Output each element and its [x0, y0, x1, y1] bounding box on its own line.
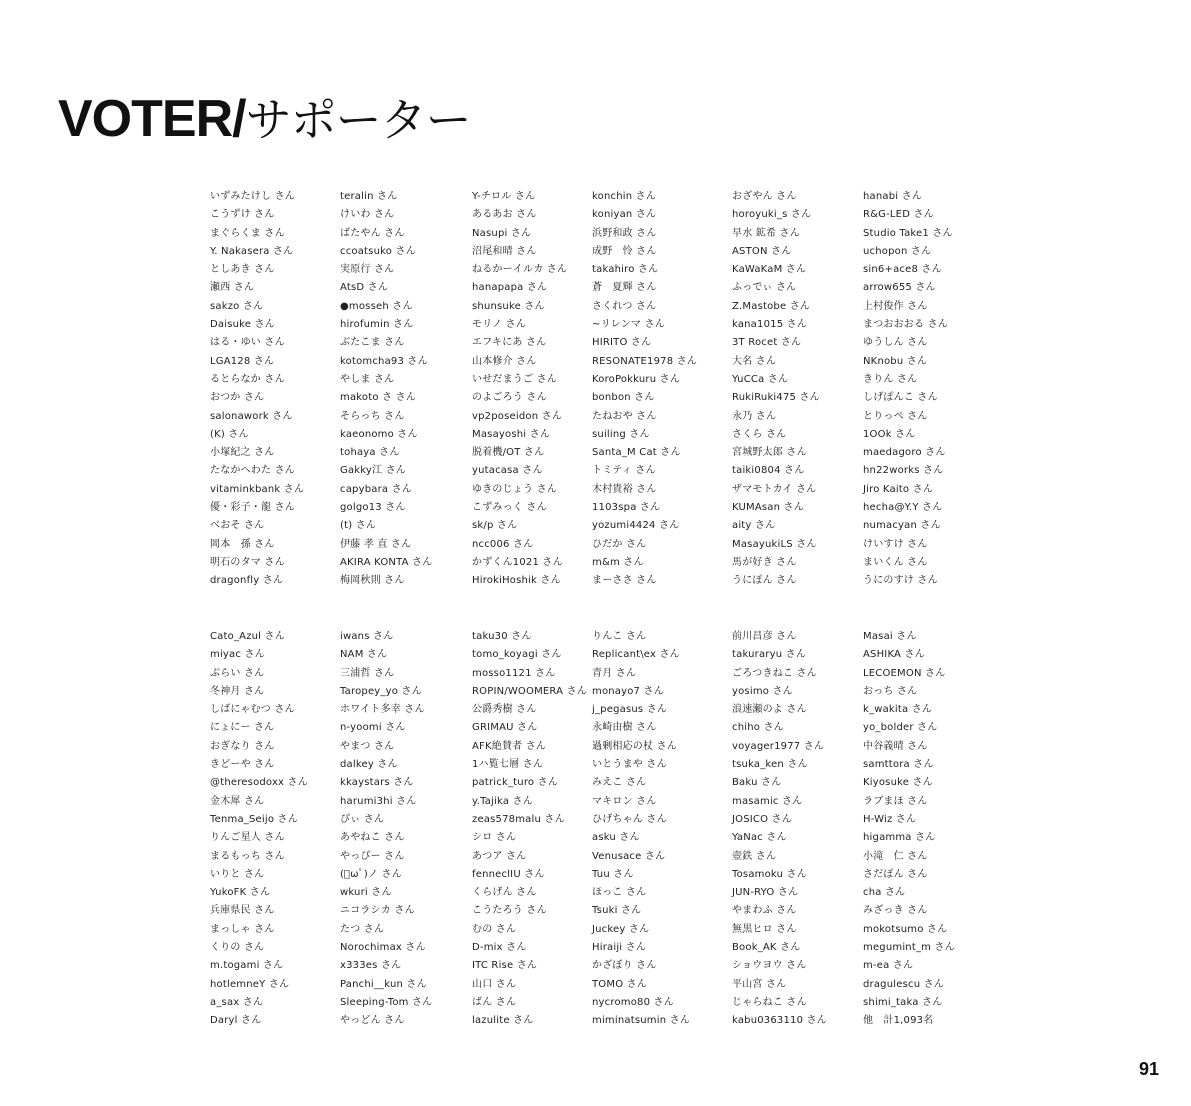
supporter-name: MasayukiLS さん — [732, 538, 817, 550]
supporter-name: Tsuki さん — [592, 905, 642, 917]
supporter-name: 明石のタマ さん — [210, 556, 285, 568]
supporter-name: Santa_M Cat さん — [592, 447, 681, 459]
supporter-name: kkaystars さん — [340, 777, 414, 789]
supporter-name: KaWaKaM さん — [732, 264, 807, 276]
supporter-name: 冬神月 さん — [210, 685, 265, 697]
supporter-name: chiho さん — [732, 722, 784, 734]
supporter-name: LGA128 さん — [210, 355, 275, 367]
supporter-name: けいわ さん — [340, 209, 395, 221]
supporter-name: 青月 さん — [592, 667, 637, 679]
supporter-name: 梅岡秋則 さん — [340, 575, 405, 587]
supporter-name: kana1015 さん — [732, 319, 808, 331]
supporter-name: モリノ さん — [472, 319, 526, 331]
supporter-name: koniyan さん — [592, 209, 657, 221]
supporter-name: kabu0363110 さん — [732, 1015, 827, 1027]
supporter-name: fenneclIU さん — [472, 868, 545, 880]
supporter-name: dragulescu さん — [863, 978, 945, 990]
supporter-name: NAM さん — [340, 649, 388, 661]
supporter-column — [340, 628, 432, 1031]
supporter-column — [592, 188, 697, 591]
supporter-name: teralin さん — [340, 191, 398, 202]
supporter-column — [732, 628, 827, 1031]
supporter-name: 1103spa さん — [592, 502, 661, 514]
supporter-name: マキロン さん — [592, 795, 657, 807]
supporter-name: hecha@Y.Y さん — [863, 502, 943, 514]
supporter-name: りんこ さん — [592, 631, 647, 642]
supporter-name: j_pegasus さん — [592, 704, 668, 716]
supporter-name: uchopon さん — [863, 245, 932, 257]
supporter-name: golgo13 さん — [340, 502, 406, 514]
supporter-name: YukoFK さん — [210, 887, 271, 899]
supporter-name: asku さん — [592, 832, 640, 844]
supporter-name: ニコラシカ さん — [340, 905, 415, 917]
supporter-name: あやねこ さん — [340, 832, 405, 844]
supporter-name: ゆきのじょう さん — [472, 483, 557, 495]
supporter-name: 兵庫県民 さん — [210, 905, 275, 917]
supporter-name: 山本修介 さん — [472, 355, 537, 367]
supporter-name: YaNac さん — [732, 832, 787, 844]
supporter-name: いずみたけし さん — [210, 191, 295, 202]
supporter-column — [340, 188, 432, 591]
supporter-column — [863, 188, 953, 591]
supporter-name: Tosamoku さん — [732, 868, 807, 880]
supporter-name: NKnobu さん — [863, 355, 928, 367]
supporter-name: 宮城野太郎 さん — [732, 447, 807, 459]
supporter-name: KoroPokkuru さん — [592, 373, 681, 385]
supporter-name: Daryl さん — [210, 1015, 262, 1027]
supporter-name: ザマモトカイ さん — [732, 483, 817, 495]
supporter-name: taiki0804 さん — [732, 465, 805, 477]
supporter-name: Jiro Kaito さん — [863, 483, 934, 495]
supporter-name: Daisuke さん — [210, 319, 275, 331]
supporter-name: kaeonomo さん — [340, 428, 418, 440]
supporter-name: maedagoro さん — [863, 447, 946, 459]
supporter-name: ぶたこま さん — [340, 337, 405, 349]
supporter-name: りんご星人 さん — [210, 832, 285, 844]
supporter-column — [863, 628, 955, 1031]
supporter-name: k_wakita さん — [863, 704, 933, 716]
supporter-name: m-ea さん — [863, 960, 914, 972]
supporter-name: Z.Mastobe さん — [732, 300, 811, 312]
supporter-name: sk/p さん — [472, 520, 518, 532]
supporter-name: 中谷義晴 さん — [863, 740, 928, 752]
supporter-name: 三浦哲 さん — [340, 667, 395, 679]
supporter-name: Kiyosuke さん — [863, 777, 933, 789]
supporter-name: Tenma_Seijo さん — [210, 813, 298, 825]
supporter-name: HIRITO さん — [592, 337, 652, 349]
supporter-name: あるあお さん — [472, 209, 537, 221]
supporter-column — [472, 188, 567, 591]
supporter-name: 1ハ覧七層 さん — [472, 759, 544, 771]
supporter-name: higamma さん — [863, 832, 936, 844]
supporter-column — [472, 628, 587, 1031]
supporter-name: あつア さん — [472, 850, 527, 862]
supporter-name: (ﾟωﾟ)ノ さん — [340, 868, 402, 880]
supporter-name: nycromo80 さん — [592, 996, 674, 1008]
supporter-name: zeas578malu さん — [472, 813, 565, 825]
supporter-name: まーささ さん — [592, 575, 657, 587]
supporter-name: YuCCa さん — [732, 373, 789, 385]
supporter-name: voyager1977 さん — [732, 740, 825, 752]
supporter-name: ねるかーイルカ さん — [472, 264, 568, 276]
supporter-name: けいすけ さん — [863, 538, 928, 550]
supporter-name: 蒼 夏輝 さん — [592, 282, 657, 294]
supporter-name: くらげん さん — [472, 887, 537, 899]
supporter-name: ITC Rise さん — [472, 960, 538, 972]
supporter-name: まぐらくま さん — [210, 227, 285, 239]
supporter-name: yutacasa さん — [472, 465, 543, 477]
supporter-name: Book_AK さん — [732, 942, 801, 954]
supporter-name: vp2poseidon さん — [472, 410, 563, 422]
supporter-name: 小塚紀之 さん — [210, 447, 275, 459]
supporter-name: ●mosseh さん — [340, 300, 413, 312]
supporter-name: Taropey_yo さん — [340, 685, 422, 697]
supporter-name: ncc006 さん — [472, 538, 534, 550]
supporter-name: ばたやん さん — [340, 227, 405, 239]
supporter-name: taku30 さん — [472, 631, 532, 642]
supporter-name: 永乃 さん — [732, 410, 777, 422]
supporter-name: Masai さん — [863, 631, 917, 642]
supporter-name: D-mix さん — [472, 942, 527, 954]
supporter-name: トミティ さん — [592, 465, 656, 477]
supporter-name: とりっぺ さん — [863, 410, 928, 422]
supporter-name: ~リレンマ さん — [592, 319, 665, 331]
supporter-name: yo_bolder さん — [863, 722, 938, 734]
supporter-name: Tuu さん — [592, 868, 634, 880]
supporter-name: のよごろう さん — [472, 392, 547, 404]
supporter-name: megumint_m さん — [863, 942, 955, 954]
supporter-name: ごろつきねこ さん — [732, 667, 817, 679]
supporter-name: AKIRA KONTA さん — [340, 556, 433, 568]
supporter-name: おぎなり さん — [210, 740, 275, 752]
supporter-name: masamic さん — [732, 795, 803, 807]
supporter-name: horoyuki_s さん — [732, 209, 812, 221]
supporter-name: 他 計1,093名 — [863, 1015, 934, 1027]
supporter-name: Y. Nakasera さん — [210, 245, 294, 257]
supporter-name: x333es さん — [340, 960, 402, 972]
supporter-name: LECOEMON さん — [863, 667, 946, 679]
supporter-name: yosimo さん — [732, 685, 793, 697]
supporter-name: AFK絶賛者 さん — [472, 740, 547, 752]
supporter-name: かずくん1021 さん — [472, 556, 563, 568]
supporter-name: iwans さん — [340, 631, 394, 642]
supporter-name: ひげちゃん さん — [592, 813, 667, 825]
supporter-name: かざぼり さん — [592, 960, 657, 972]
supporter-name: miyac さん — [210, 649, 265, 661]
supporter-name: takuraryu さん — [732, 649, 807, 661]
supporter-name: エフキにあ さん — [472, 337, 547, 349]
supporter-name: しばにゃむつ さん — [210, 704, 295, 716]
supporter-name: n-yoomi さん — [340, 722, 406, 734]
supporter-name: a_sax さん — [210, 996, 264, 1008]
supporter-name: こずみっく さん — [472, 502, 547, 514]
supporter-name: 早水 鉱希 さん — [732, 227, 800, 239]
supporter-name: ゆうしん さん — [863, 337, 928, 349]
supporter-name: みえこ さん — [592, 777, 647, 789]
supporter-name: JOSICO さん — [732, 813, 792, 825]
supporter-name: 浜野和政 さん — [592, 227, 657, 239]
supporter-name: いりと さん — [210, 868, 265, 880]
supporter-name: 岡本 孫 さん — [210, 538, 275, 550]
supporter-column — [210, 628, 308, 1031]
supporter-name: おざやん さん — [732, 191, 797, 202]
supporter-name: 永崎由樹 さん — [592, 722, 657, 734]
supporter-name: konchin さん — [592, 191, 657, 202]
supporter-name: べおそ さん — [210, 520, 265, 532]
supporter-name: 金木犀 さん — [210, 795, 265, 807]
supporter-name: おつか さん — [210, 392, 265, 404]
supporter-name: kotomcha93 さん — [340, 355, 428, 367]
supporter-name: Baku さん — [732, 777, 782, 789]
supporter-name: AtsD さん — [340, 282, 389, 294]
supporter-name: たなかへわた さん — [210, 465, 295, 477]
supporter-name: shimi_taka さん — [863, 996, 943, 1008]
supporter-name: harumi3hi さん — [340, 795, 417, 807]
supporter-name: 平山宮 さん — [732, 978, 787, 990]
supporter-name: ASHIKA さん — [863, 649, 925, 661]
supporter-name: hn22works さん — [863, 465, 944, 477]
supporter-name: いとうまや さん — [592, 759, 667, 771]
supporter-name: tsuka_ken さん — [732, 759, 808, 771]
supporter-name: ラブまほ さん — [863, 795, 928, 807]
supporter-name: 大名 さん — [732, 355, 777, 367]
supporter-name: やっぴー さん — [340, 850, 405, 862]
supporter-name: HirokiHoshik さん — [472, 575, 561, 587]
supporter-name: 上村俊作 さん — [863, 300, 928, 312]
supporter-name: (K) さん — [210, 428, 249, 440]
supporter-name: さだぽん さん — [863, 868, 928, 880]
supporter-name: dragonfly さん — [210, 575, 284, 587]
supporter-name: 成野 怜 さん — [592, 245, 657, 257]
supporter-column — [732, 188, 820, 591]
supporter-name: mokotsumo さん — [863, 923, 948, 935]
supporter-name: hirofumin さん — [340, 319, 414, 331]
supporter-column — [592, 628, 690, 1031]
supporter-name: いせだまうご さん — [472, 373, 557, 385]
supporter-name: Replicant\ex さん — [592, 649, 680, 661]
supporter-name: おっち さん — [863, 685, 918, 697]
supporter-name: みざっき さん — [863, 905, 928, 917]
supporter-name: makoto さ さん — [340, 392, 417, 404]
supporter-name: ccoatsuko さん — [340, 245, 416, 257]
supporter-name: Panchi__kun さん — [340, 978, 427, 990]
supporter-name: RESONATE1978 さん — [592, 355, 698, 367]
supporter-name: numacyan さん — [863, 520, 941, 532]
supporter-name: salonawork さん — [210, 410, 293, 422]
supporter-name: JUN-RYO さん — [732, 887, 799, 899]
supporter-name: やまつ さん — [340, 740, 395, 752]
page-title-ja: サポーター — [245, 93, 471, 147]
supporter-name: ひだか さん — [592, 538, 647, 550]
supporter-name: hanapapa さん — [472, 282, 548, 294]
supporter-name: ホワイト多幸 さん — [340, 704, 425, 716]
supporter-name: Gakky江 さん — [340, 465, 406, 477]
supporter-name: miminatsumin さん — [592, 1015, 691, 1027]
supporter-name: GRIMAU さん — [472, 722, 538, 734]
supporter-name: ROPIN/WOOMERA さん — [472, 685, 587, 697]
supporter-name: 浪速瀬のよ さん — [732, 704, 807, 716]
supporter-name: まつおおおる さん — [863, 319, 948, 331]
supporter-name: @theresodoxx さん — [210, 777, 308, 789]
supporter-name: さくら さん — [732, 428, 787, 440]
supporter-name: Juckey さん — [592, 923, 650, 935]
supporter-name: 無黒ヒロ さん — [732, 923, 797, 935]
supporter-name: y.Tajika さん — [472, 795, 533, 807]
supporter-name: やしま さん — [340, 373, 395, 385]
supporter-name: まっしゃ さん — [210, 923, 275, 935]
supporter-name: たつ さん — [340, 923, 385, 935]
supporter-name: capybara さん — [340, 483, 412, 495]
supporter-name: 馬が好き さん — [732, 556, 797, 568]
supporter-name: 脱着機/OT さん — [472, 447, 545, 459]
supporter-name: yozumi4424 さん — [592, 520, 680, 532]
supporter-name: 3T Rocet さん — [732, 337, 802, 349]
supporter-name: m.togami さん — [210, 960, 284, 972]
supporter-name: Studio Take1 さん — [863, 227, 953, 239]
supporter-name: にょにー さん — [210, 722, 275, 734]
supporter-name: 前川昌彦 さん — [732, 631, 797, 642]
supporter-name: bonbon さん — [592, 392, 655, 404]
supporter-name: TOMO さん — [592, 978, 648, 990]
supporter-name: takahiro さん — [592, 264, 659, 276]
supporter-name: ほっこ さん — [592, 887, 647, 899]
supporter-name: やまわふ さん — [732, 905, 797, 917]
supporter-name: 沼尾和晴 さん — [472, 245, 537, 257]
supporter-name: たねおや さん — [592, 410, 657, 422]
supporter-name: Hiraiji さん — [592, 942, 647, 954]
supporter-name: suiling さん — [592, 428, 650, 440]
supporter-name: H-Wiz さん — [863, 813, 917, 825]
supporter-name: tohaya さん — [340, 447, 400, 459]
supporter-name: ショウヨウ さん — [732, 960, 807, 972]
supporter-name: sin6+ace8 さん — [863, 264, 942, 276]
supporter-name: ぴぃ さん — [340, 813, 385, 825]
supporter-name: やっどん さん — [340, 1015, 405, 1027]
supporter-name: ふっでぃ さん — [732, 282, 797, 294]
supporter-name: シロ さん — [472, 832, 517, 844]
supporter-name: 優・彩子・龍 さん — [210, 502, 295, 514]
supporter-name: aity さん — [732, 520, 776, 532]
supporter-name: patrick_turo さん — [472, 777, 559, 789]
supporter-name: はる・ゆい さん — [210, 337, 285, 349]
page-title-en: VOTER/ — [58, 90, 246, 148]
supporter-name: うにのすけ さん — [863, 575, 938, 587]
supporter-name: R&G-LED さん — [863, 209, 934, 221]
supporter-name: 実原行 さん — [340, 264, 395, 276]
supporter-name: tomo_koyagi さん — [472, 649, 562, 661]
supporter-name: しげぽんこ さん — [863, 392, 938, 404]
supporter-name: Nasupi さん — [472, 227, 532, 239]
supporter-name: そらっち さん — [340, 410, 405, 422]
supporter-name: cha さん — [863, 887, 906, 899]
supporter-name: こうずけ さん — [210, 209, 275, 221]
supporter-name: 壺鉄 さん — [732, 850, 777, 862]
supporter-name: むの さん — [472, 923, 517, 935]
supporter-name: うにぽん さん — [732, 575, 797, 587]
supporter-name: m&m さん — [592, 556, 644, 568]
supporter-name: wkuri さん — [340, 887, 392, 899]
supporter-name: まいくん さん — [863, 556, 928, 568]
supporter-name: 1OOk さん — [863, 428, 916, 440]
supporter-name: (t) さん — [340, 520, 377, 532]
supporter-name: dalkey さん — [340, 759, 398, 771]
supporter-name: きりん さん — [863, 373, 918, 385]
supporter-name: Cato_Azul さん — [210, 631, 285, 642]
supporter-name: 木村貴裕 さん — [592, 483, 657, 495]
supporter-name: 伊藤 孝 直 さん — [340, 538, 412, 550]
supporter-name: RukiRuki475 さん — [732, 392, 820, 404]
supporter-name: ぶらい さん — [210, 667, 265, 679]
supporter-name: 過剰相応の杖 さん — [592, 740, 677, 752]
supporter-name: きどーや さん — [210, 759, 275, 771]
supporter-name: 小滝 仁 さん — [863, 850, 928, 862]
supporter-name: Y-チロル さん — [472, 191, 536, 202]
supporter-name: hanabi さん — [863, 191, 923, 202]
supporter-name: るとらなか さん — [210, 373, 285, 385]
supporter-column — [210, 188, 304, 591]
page-number: 91 — [1138, 1059, 1159, 1079]
supporter-name: まるもっち さん — [210, 850, 285, 862]
supporter-name: monayo7 さん — [592, 685, 664, 697]
supporter-name: こうたろう さん — [472, 905, 547, 917]
supporter-name: 山口 さん — [472, 978, 517, 990]
supporter-name: arrow655 さん — [863, 282, 936, 294]
supporter-name: mosso1121 さん — [472, 667, 556, 679]
supporter-name: ASTON さん — [732, 245, 792, 257]
supporter-name: Masayoshi さん — [472, 428, 551, 440]
supporter-name: vitaminkbank さん — [210, 483, 305, 495]
supporter-name: sakzo さん — [210, 300, 264, 312]
supporter-name: さくれつ さん — [592, 300, 657, 312]
supporter-name: としあき さん — [210, 264, 275, 276]
supporter-name: Norochimax さん — [340, 942, 426, 954]
supporter-name: Venusace さん — [592, 850, 666, 862]
supporter-name: ばん さん — [472, 996, 517, 1008]
supporter-name: 公爵秀樹 さん — [472, 704, 537, 716]
supporter-name: くりの さん — [210, 942, 265, 954]
supporter-name: じゃらねこ さん — [732, 996, 807, 1008]
supporter-name: samttora さん — [863, 759, 934, 771]
supporter-name: lazulite さん — [472, 1015, 534, 1027]
supporter-name: hotlemneY さん — [210, 978, 290, 990]
page-title — [58, 88, 471, 151]
supporter-name: Sleeping-Tom さん — [340, 996, 433, 1008]
supporter-name: shunsuke さん — [472, 300, 545, 312]
supporter-name: KUMAsan さん — [732, 502, 804, 514]
supporter-name: 瀬西 さん — [210, 282, 255, 294]
